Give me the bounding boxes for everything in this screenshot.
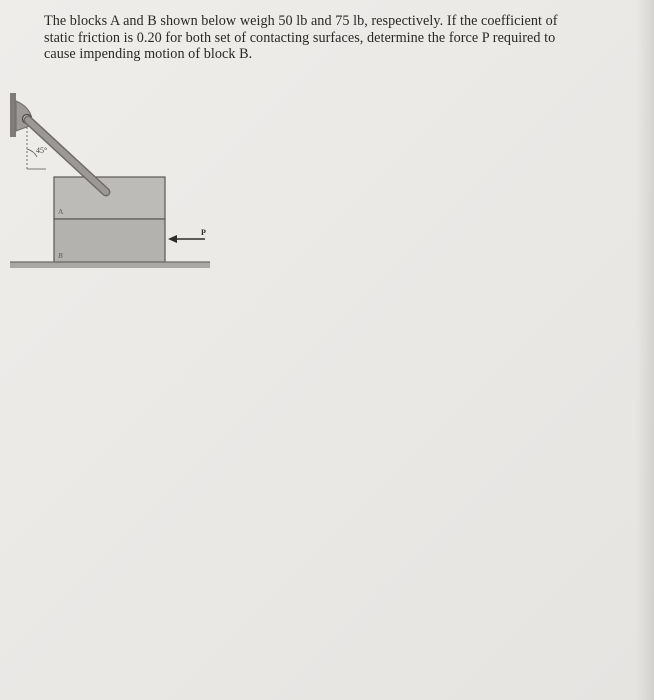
ground-surface xyxy=(10,262,210,268)
problem-line-1: The blocks A and B shown below weigh 50 lb and 75 lb, respectively. If the coefficient of xyxy=(44,13,558,29)
block-a-label: A xyxy=(58,207,64,216)
angle-label: 45° xyxy=(36,146,48,155)
problem-statement xyxy=(44,13,634,63)
force-p-label: P xyxy=(201,228,206,237)
wall-support xyxy=(10,93,32,137)
block-b xyxy=(54,219,165,262)
page-edge-shadow xyxy=(636,0,654,700)
problem-line-3: cause impending motion of block B. xyxy=(44,46,253,62)
force-p-arrow xyxy=(168,235,205,243)
problem-line-2: static friction is 0.20 for both set of contacting surfaces, determine the force P required to xyxy=(44,29,556,46)
block-a xyxy=(54,177,165,219)
blocks-figure xyxy=(0,85,230,285)
block-b-label: B xyxy=(58,251,63,260)
